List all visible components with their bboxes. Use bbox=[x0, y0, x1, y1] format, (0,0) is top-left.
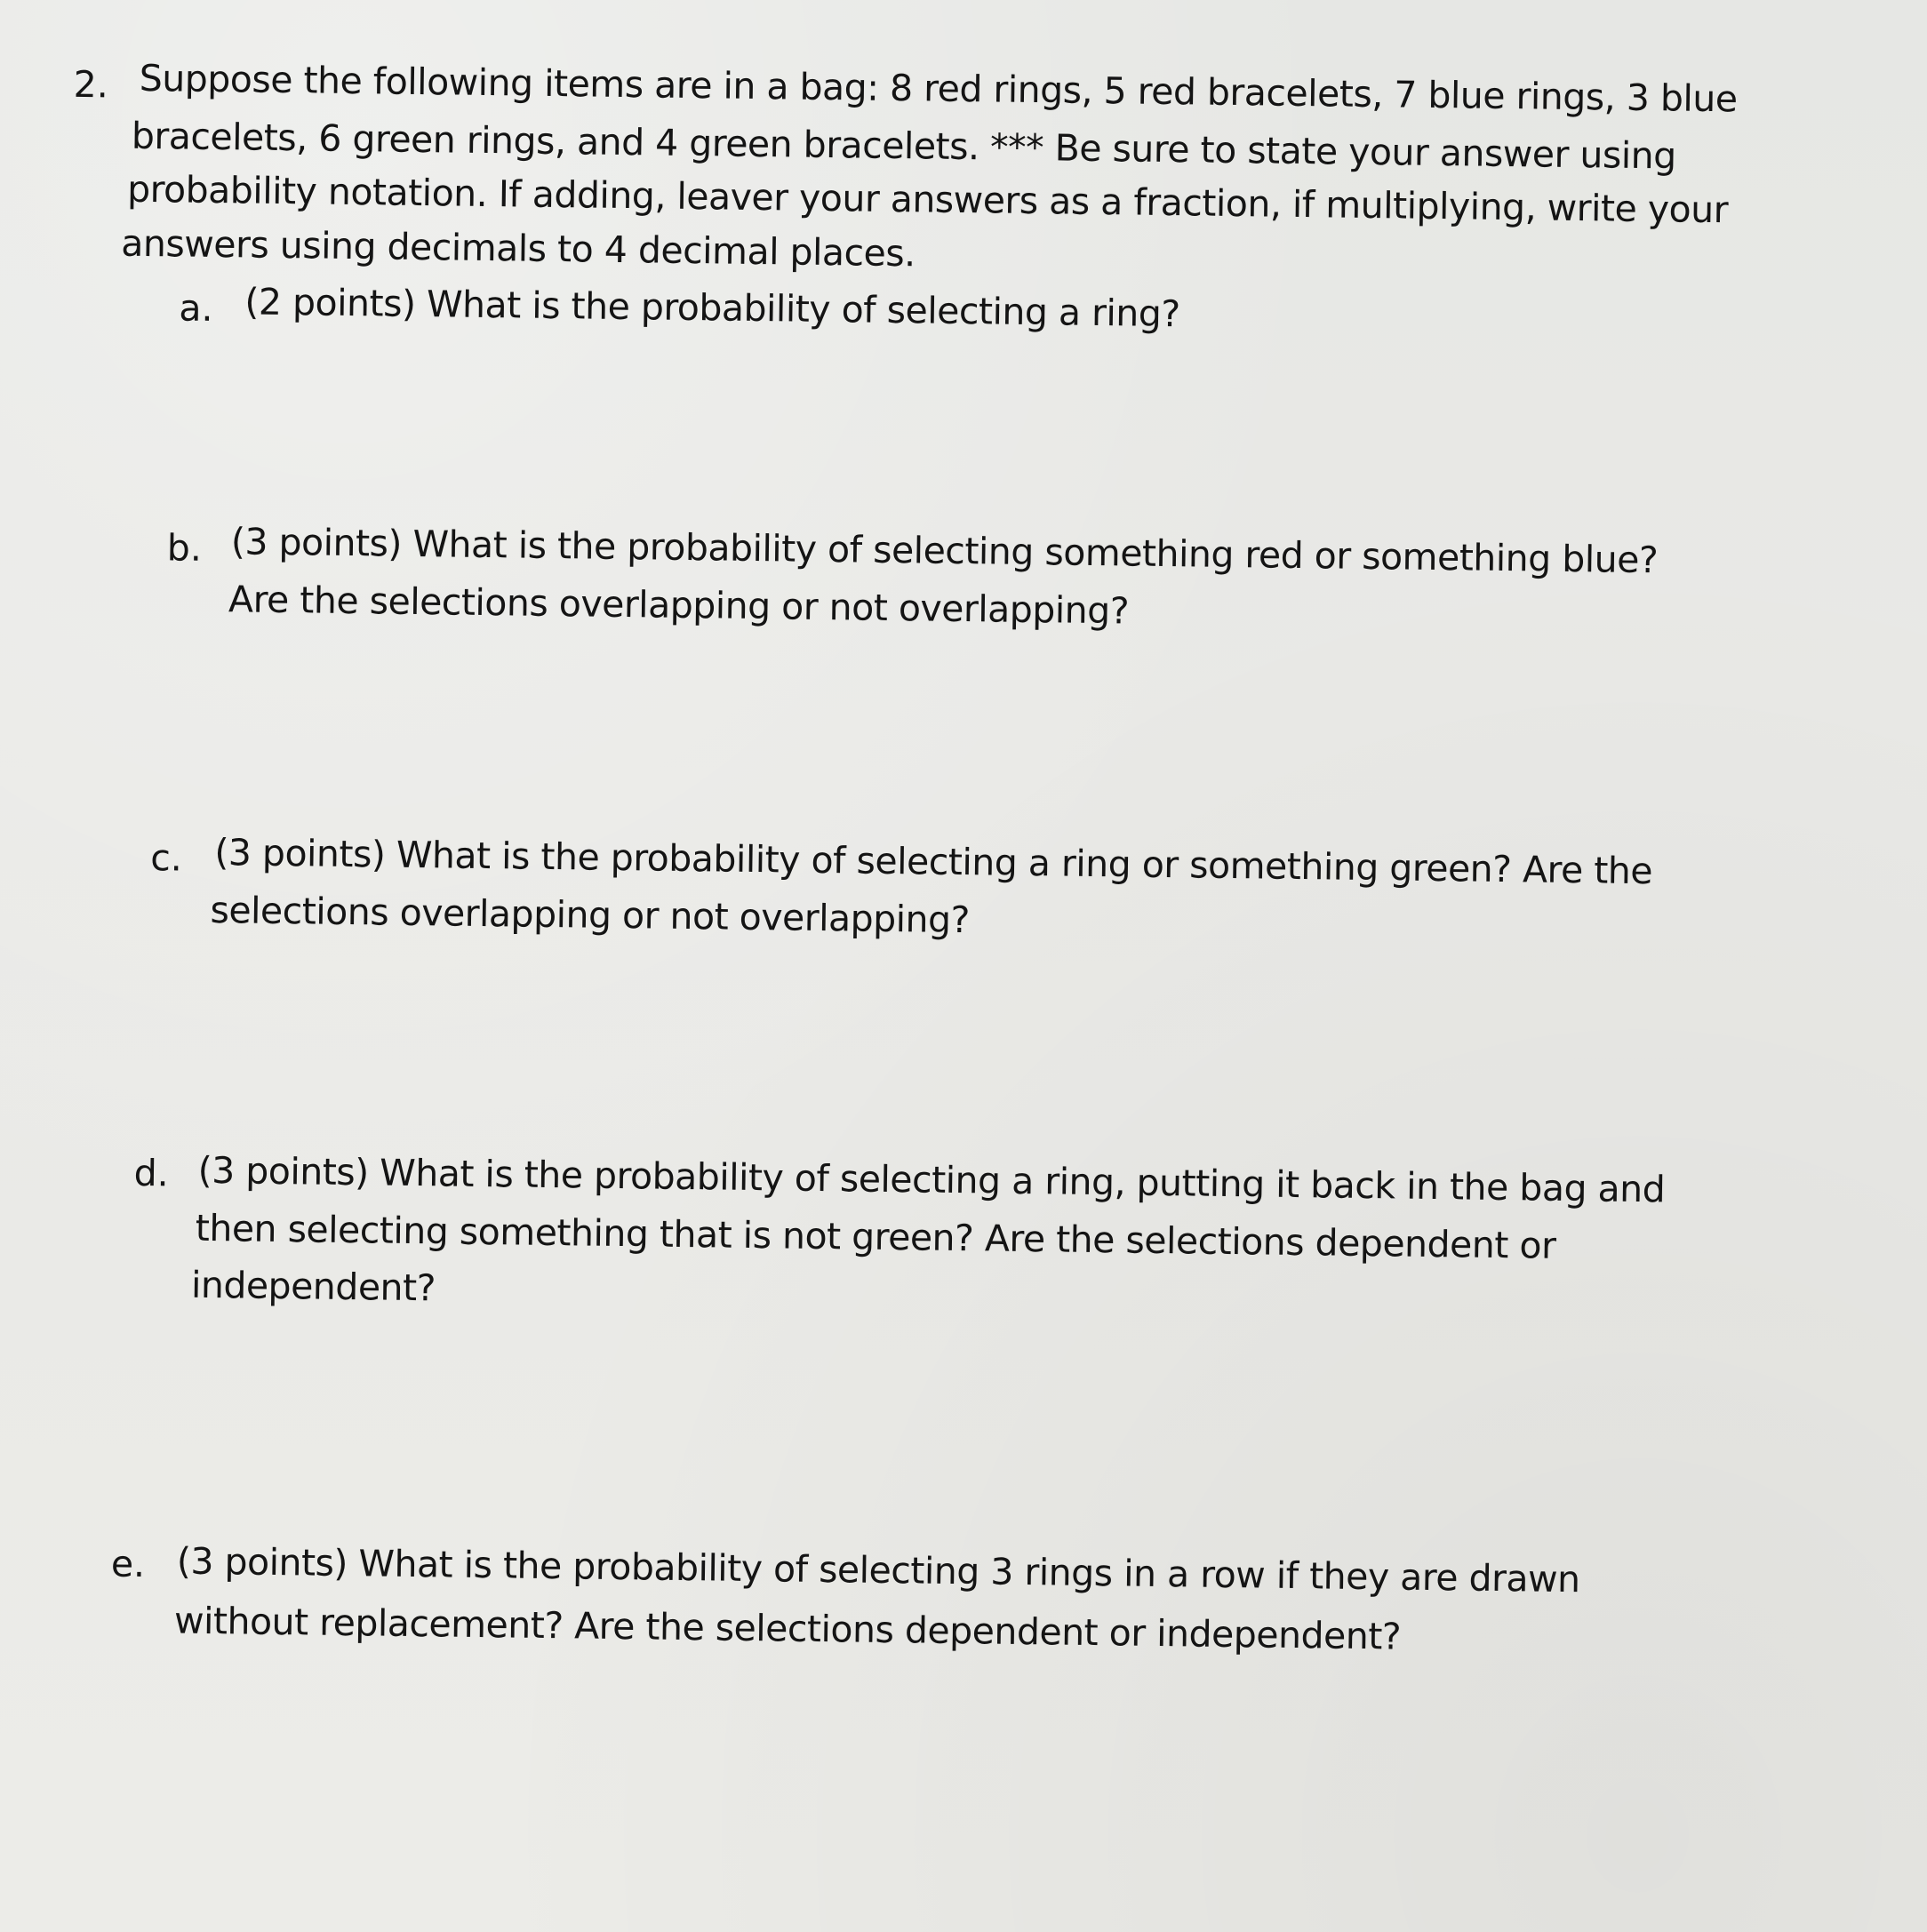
part-d-line-1: (3 points) What is the probability of selecting a ring, putting it back in the bag and bbox=[197, 1148, 1666, 1211]
part-e-line-2: without replacement? Are the selections dependent or independent? bbox=[173, 1599, 1402, 1658]
part-c-line-1: (3 points) What is the probability of selecting a ring or something green? Are the bbox=[214, 831, 1653, 893]
part-e-marker: e. bbox=[110, 1542, 146, 1586]
part-b-line-2: Are the selections overlapping or not overlapping? bbox=[228, 578, 1130, 633]
part-c-line-2: selections overlapping or not overlapping? bbox=[210, 888, 971, 942]
part-d-marker: d. bbox=[133, 1151, 170, 1195]
part-a-marker: a. bbox=[179, 286, 213, 330]
part-b-marker: b. bbox=[166, 526, 203, 570]
question-number: 2. bbox=[73, 62, 109, 107]
question-intro-line-3: probability notation. If adding, leaver your answers as a fraction, if multiplying, write your bbox=[126, 167, 1729, 232]
question-intro-line-2: bracelets, 6 green rings, and 4 green bracelets. *** Be sure to state your answer using bbox=[131, 114, 1677, 178]
part-b-line-1: (3 points) What is the probability of selecting something red or something blue? bbox=[230, 520, 1659, 582]
question-intro-line-4: answers using decimals to 4 decimal places. bbox=[121, 221, 916, 275]
part-e-line-1: (3 points) What is the probability of selecting 3 rings in a row if they are drawn bbox=[176, 1539, 1580, 1601]
part-a-line-1: (2 points) What is the probability of selecting a ring? bbox=[244, 280, 1180, 336]
question-intro-line-1: Suppose the following items are in a bag: 8 red rings, 5 red bracelets, 7 blue rings, 3 blue bbox=[139, 56, 1738, 121]
part-d-line-3: independent? bbox=[190, 1263, 436, 1310]
part-d-line-2: then selecting something that is not green? Are the selections dependent or bbox=[195, 1206, 1556, 1267]
part-c-marker: c. bbox=[149, 836, 183, 880]
